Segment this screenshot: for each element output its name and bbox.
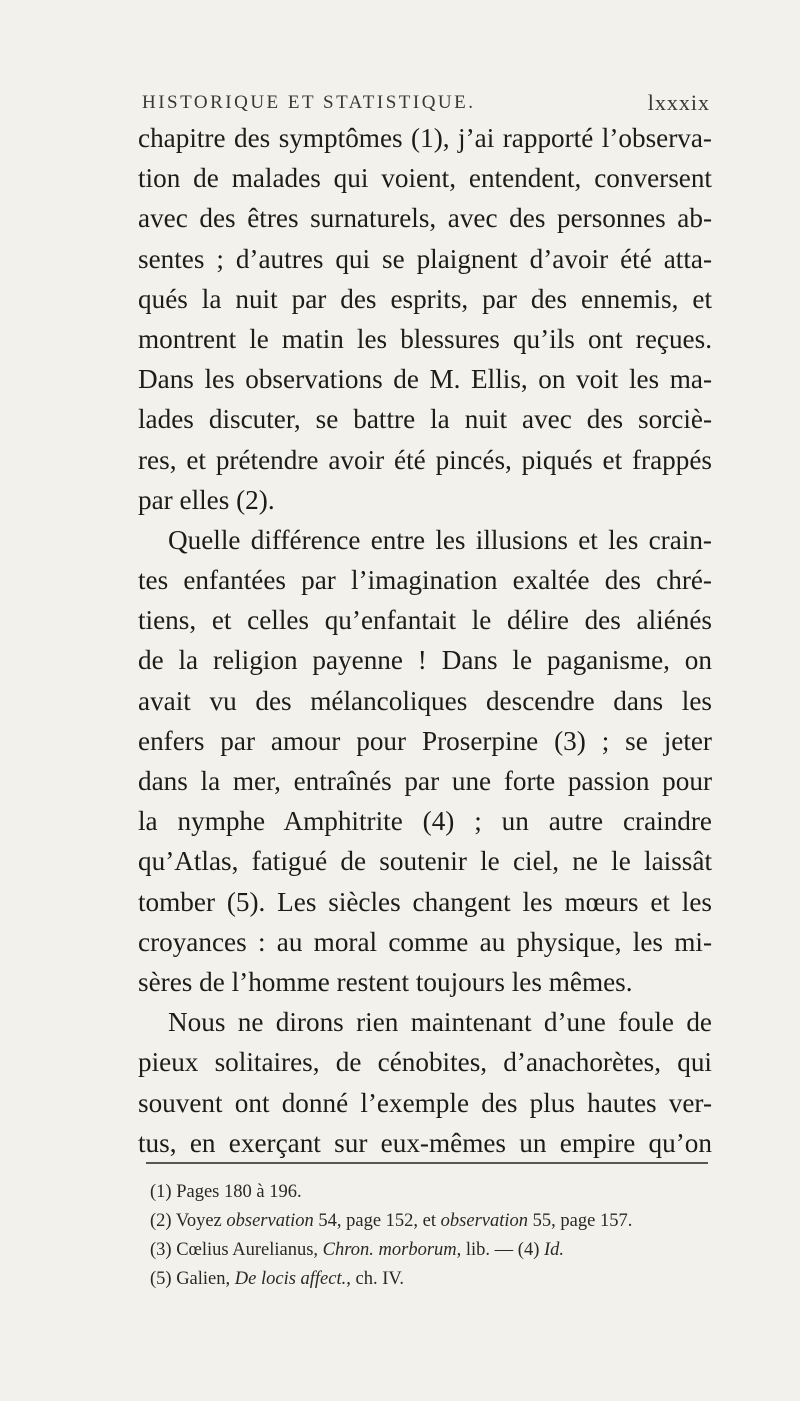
page-number: lxxxix bbox=[647, 90, 710, 115]
footnote-text: (5) Galien, bbox=[150, 1269, 235, 1289]
footnote-text: 54, page 152, et bbox=[313, 1211, 441, 1231]
footnote-italic: De locis affect. bbox=[234, 1269, 347, 1289]
text-line: tes enfantées par l’imagination exaltée des chré- bbox=[138, 565, 712, 596]
text-line: souvent ont donné l’exemple des plus hautes ver- bbox=[138, 1087, 712, 1118]
footnote-text: , ch. IV. bbox=[346, 1269, 404, 1289]
footnote-text: (2) Voyez bbox=[150, 1211, 227, 1231]
footnote-italic: observation bbox=[440, 1211, 529, 1231]
text-line: tomber (5). Les siècles changent les mœurs et les bbox=[138, 886, 712, 917]
text-line: de la religion payenne ! Dans le paganisme, on bbox=[138, 645, 712, 676]
text-line: dans la mer, entraînés par une forte passion pour bbox=[138, 766, 712, 796]
text-line: croyances : au moral comme au physique, les mi- bbox=[138, 926, 712, 957]
text-line: par elles (2). bbox=[138, 484, 275, 515]
footnotes bbox=[150, 1178, 716, 1294]
text-line: qués la nuit par des esprits, par des ennemis, et bbox=[138, 283, 712, 314]
footnote-text: 55, page 157. bbox=[528, 1211, 633, 1231]
text-line: lades discuter, se battre la nuit avec des sorciè- bbox=[138, 404, 712, 435]
text-line: tion de malades qui voient, entendent, conversent bbox=[138, 163, 712, 194]
text-line: sentes ; d’autres qui se plaignent d’avoir été atta- bbox=[138, 243, 712, 274]
text-line: tiens, et celles qu’enfantait le délire des aliénés bbox=[138, 605, 712, 636]
text-line: tus, en exerçant sur eux-mêmes un empire qu’on bbox=[138, 1127, 712, 1158]
footnote-3-4 bbox=[150, 1236, 716, 1265]
text-line: montrent le matin les blessures qu’ils ont reçues. bbox=[138, 323, 712, 354]
text-line: Dans les observations de M. Ellis, on voit les ma- bbox=[138, 364, 712, 395]
text-line: Quelle différence entre les illusions et les crain- bbox=[168, 524, 712, 555]
text-line: la nymphe Amphitrite (4) ; un autre craindre bbox=[138, 806, 712, 837]
footnote-divider bbox=[146, 1162, 708, 1164]
text-line: qu’Atlas, fatigué de soutenir le ciel, ne le laissât bbox=[138, 846, 712, 877]
text-line: sères de l’homme restent toujours les mêmes. bbox=[138, 966, 633, 997]
text-line: res, et prétendre avoir été pincés, piqués et frappés bbox=[138, 444, 712, 475]
text-line: Nous ne dirons rien maintenant d’une foule de bbox=[168, 1007, 712, 1038]
text-line: avec des êtres surnaturels, avec des personnes ab- bbox=[138, 203, 712, 234]
body-text bbox=[138, 118, 712, 1163]
footnote-text: (3) Cœlius Aurelianus, bbox=[150, 1240, 323, 1260]
running-head-title: HISTORIQUE ET STATISTIQUE. bbox=[142, 92, 476, 113]
footnote-1 bbox=[150, 1178, 716, 1207]
footnote-italic: observation bbox=[226, 1211, 314, 1231]
text-line: chapitre des symptômes (1), j’ai rapporté l’observa- bbox=[138, 123, 712, 153]
text-line: pieux solitaires, de cénobites, d’anachorètes, qui bbox=[138, 1047, 712, 1078]
footnote-italic: Id. bbox=[544, 1240, 565, 1260]
footnote-2 bbox=[150, 1207, 716, 1236]
footnote-5 bbox=[150, 1265, 716, 1294]
footnote-text: , lib. — (4) bbox=[456, 1240, 544, 1260]
footnote-text: (1) Pages 180 à 196. bbox=[150, 1182, 302, 1202]
text-line: enfers par amour pour Proserpine (3) ; se jeter bbox=[138, 725, 712, 756]
footnote-italic: Chron. morborum bbox=[322, 1240, 457, 1260]
text-line: avait vu des mélancoliques descendre dans les bbox=[138, 685, 712, 716]
